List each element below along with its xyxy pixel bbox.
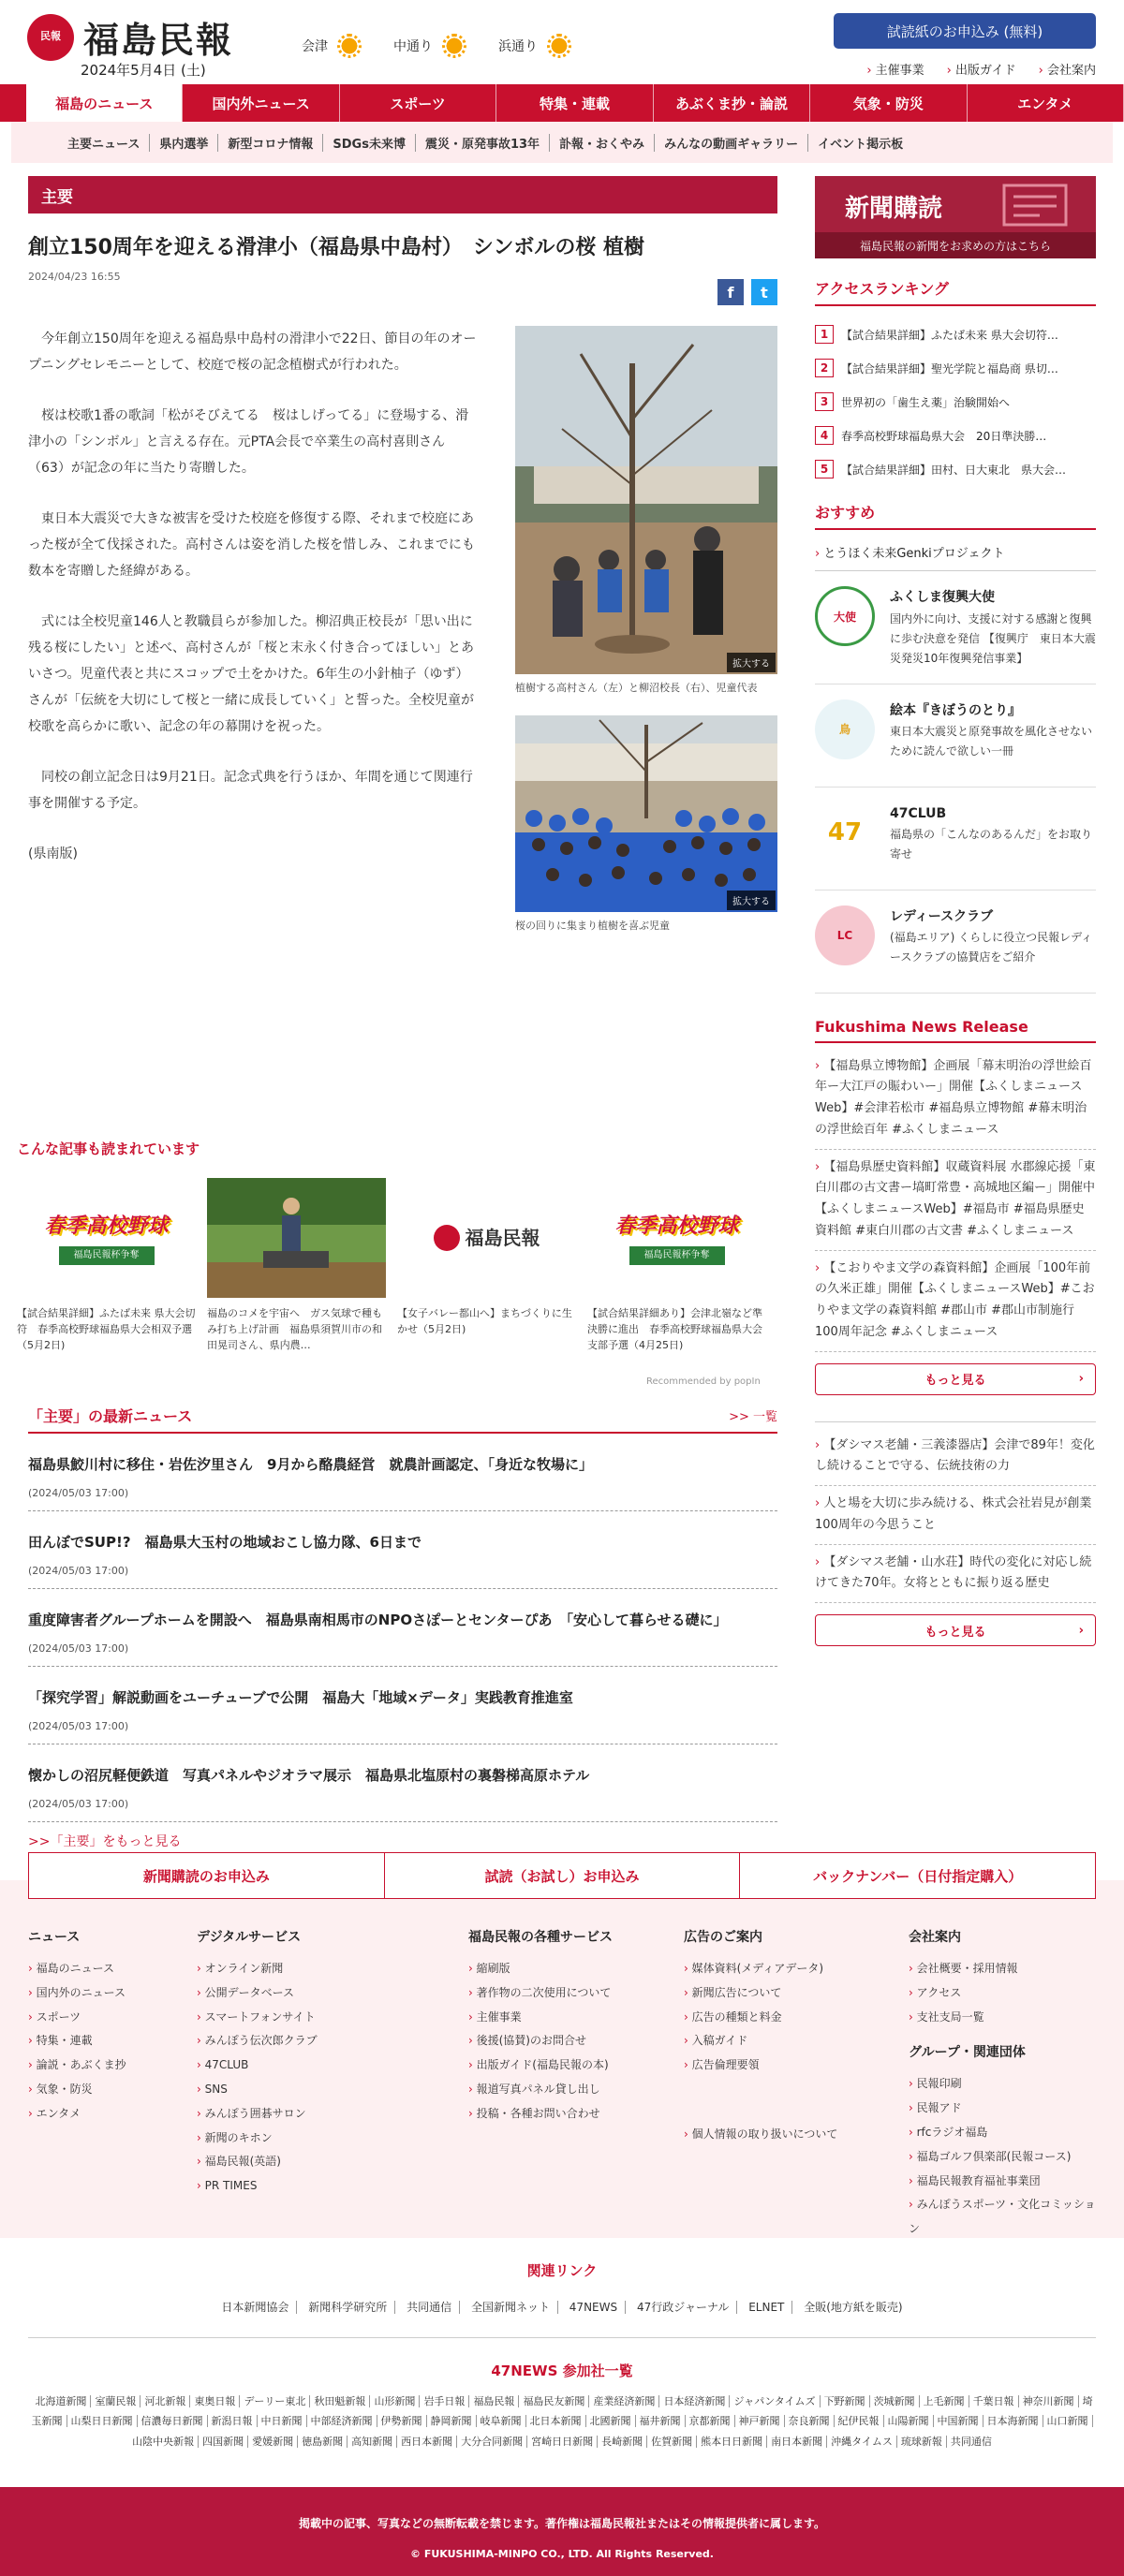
card-title: 47CLUB (890, 805, 947, 821)
logo-text: 福島民報 (83, 19, 234, 61)
footer-link[interactable]: › PR TIMES (197, 2174, 468, 2199)
backnumber-link[interactable]: バックナンバー（日付指定購入） (813, 1867, 1023, 1885)
footer-col-digital (197, 1927, 468, 2242)
card-desc: 東日本大震災と原発事故を風化させないために読んで欲しい一冊 (890, 725, 1093, 758)
footer-link[interactable]: › 国内外のニュース (28, 1981, 197, 2006)
fnr-list (815, 1049, 1096, 1352)
paper-list (28, 2392, 1096, 2451)
paper-link[interactable]: 千葉日報 (969, 2395, 1019, 2407)
news-title[interactable]: 懐かしの沼尻軽便鉄道 写真パネルやジオラマ展示 福島県北塩原村の裏磐梯高原ホテル (28, 1767, 590, 1784)
subnav-item[interactable]: 県内選挙 (150, 134, 218, 152)
recommend-text: 福島のコメを宇宙へ ガス気球で種もみ打ち上げ計画 福島県須賀川市の和田晃司さん、県内農… (207, 1307, 382, 1352)
nav-world-news[interactable]: 国内外ニュース (183, 84, 339, 122)
minpo-logo-icon (434, 1225, 460, 1251)
biz-item[interactable]: › 人と場を大切に歩み続ける、株式会社岩見が創業100周年の今思うこと (815, 1486, 1096, 1545)
ranking-item[interactable] (815, 419, 1096, 452)
footer-link[interactable]: › エンタメ (28, 2102, 197, 2127)
footer-link[interactable]: › みんぽう囲碁サロン (197, 2102, 468, 2127)
news47-title: 47NEWS 参加社一覧 (491, 2363, 633, 2379)
footer-link[interactable]: › 民報印刷 (909, 2072, 1096, 2097)
sun-icon (442, 34, 466, 58)
card-text (890, 699, 1096, 772)
share-buttons (717, 279, 777, 305)
footer-link[interactable]: › 福島ゴルフ倶楽部(民報コース) (909, 2145, 1096, 2170)
paper-link[interactable]: 下野新聞 (821, 2395, 870, 2407)
article-body (28, 326, 478, 891)
related-link[interactable]: 新聞科学研究所 (301, 2301, 395, 2314)
footer-col-title: 会社案内 (909, 1930, 961, 1945)
latest-more-link[interactable]: >>「主要」をもっと見る (28, 1834, 182, 1849)
news-row[interactable] (28, 1667, 777, 1744)
weather-hamadori[interactable] (498, 34, 571, 58)
copyright-notice: 掲載中の記事、写真などの無断転載を禁じます。著作権は福島民報社またはその情報提供者に属します。 (298, 2517, 826, 2530)
paper-link[interactable]: 岐阜新聞 (477, 2415, 526, 2427)
rank-text: 世界初の「歯生え薬」治験開始へ (841, 395, 1011, 409)
paper-link[interactable]: 山陽新聞 (884, 2415, 934, 2427)
latest-header (28, 1405, 777, 1434)
paper-link[interactable]: 秋田魁新報 (310, 2395, 370, 2407)
news-date: (2024/05/03 17:00) (28, 1487, 129, 1499)
article-paragraph: 桜は校歌1番の歌詞「松がそびえてる 桜はしげってる」に登場する、滑津小の「シンボル」と言える存在。元PTA会長で卒業生の高村喜則さん（63）が記念の年に当たり寄贈した。 (28, 408, 469, 476)
paper-link[interactable]: 中部経済新聞 (307, 2415, 377, 2427)
trial-link[interactable]: 試読（お試し）お申込み (385, 1853, 741, 1898)
recommend-thumb (397, 1178, 576, 1298)
footer-col-title: 福島民報の各種サービス (468, 1930, 613, 1945)
card-title: ふくしま復興大使 (890, 590, 995, 605)
biz-more-button[interactable]: もっと見る › (815, 1614, 1096, 1646)
paper-link[interactable]: 神戸新聞 (735, 2415, 785, 2427)
article-main (28, 176, 777, 932)
news-title[interactable]: 福島県鮫川村に移住・岩佐汐里さん 9月から酪農経営 就農計画認定、「身近な牧場に」 (28, 1456, 593, 1473)
footer-link[interactable]: › スポーツ (28, 2006, 197, 2030)
paper-link[interactable]: 岩手日報 (420, 2395, 469, 2407)
thumb-title: 春季高校野球 (44, 1214, 169, 1239)
paper-link[interactable]: 日本経済新聞 (659, 2395, 730, 2407)
osusume-card[interactable] (815, 891, 1096, 994)
paper-link[interactable]: 山梨日日新聞 (67, 2415, 138, 2427)
bird-icon: 鳥 (815, 699, 875, 759)
related-link[interactable]: 47行政ジャーナル (629, 2301, 737, 2314)
news-row[interactable] (28, 1744, 777, 1822)
weather-bar (302, 34, 571, 58)
footer-link[interactable]: › 縮刷版 (468, 1957, 684, 1981)
recommend-item[interactable] (397, 1178, 576, 1353)
photo-planting[interactable] (515, 326, 777, 674)
footer-link[interactable]: › アクセス (909, 1981, 1096, 2006)
footer-link[interactable]: › 投稿・各種お問い合わせ (468, 2102, 684, 2127)
nav-fukushima-news[interactable]: 福島のニュース (26, 84, 183, 122)
paper-link[interactable]: 熊本日日新聞 (697, 2436, 767, 2448)
paper-link[interactable]: デーリー東北 (240, 2395, 310, 2407)
paper-link[interactable]: 新潟日報 (208, 2415, 258, 2427)
paper-link[interactable]: 長崎新聞 (598, 2436, 647, 2448)
rank-number: 5 (815, 460, 834, 478)
biz-list (815, 1421, 1096, 1604)
footer-col-ads (684, 1927, 909, 2242)
rank-text: 【試合結果詳細】聖光学院と福島商 県切… (841, 361, 1058, 375)
paper-link[interactable]: 北海道新聞 (31, 2395, 91, 2407)
header-link-company[interactable]: › 会社案内 (1039, 60, 1096, 78)
fnr-item[interactable]: › 【福島県立博物館】企画展「幕末明治の浮世絵百年ー大江戸の賑わいー」開催【ふくしまニュースWeb】#会津若松市 #福島県立博物館 #幕末明治の浮世絵百年 #ふくしまニュース (815, 1049, 1096, 1150)
trial-subscription-button[interactable]: 試読紙のお申込み (無料) (834, 13, 1096, 49)
paper-link[interactable]: 静岡新聞 (427, 2415, 477, 2427)
latest-news (28, 1405, 777, 1850)
sub-nav (11, 122, 1113, 163)
paper-link[interactable]: ジャパンタイムズ (730, 2395, 820, 2407)
paper-link[interactable]: 室蘭民報 (91, 2395, 140, 2407)
footer-link[interactable]: › 主催事業 (468, 2006, 684, 2030)
copyright-text: © FUKUSHIMA-MINPO CO., LTD. All Rights Reserved. (410, 2548, 714, 2560)
rank-number: 4 (815, 426, 834, 445)
footer-link[interactable]: › 47CLUB (197, 2053, 468, 2078)
sun-icon (337, 34, 362, 58)
newspaper-icon (1002, 184, 1068, 227)
weather-region: 中通り (393, 39, 433, 54)
news-title[interactable]: 田んぼでSUP!? 福島県大玉村の地域おこし協力隊、6日まで (28, 1534, 422, 1551)
paper-link[interactable]: 茨城新聞 (870, 2395, 920, 2407)
footer-col-title: ニュース (28, 1930, 81, 1945)
footer-link[interactable]: › 会社概要・採用情報 (909, 1957, 1096, 1981)
paper-link[interactable]: 大分合同新聞 (457, 2436, 527, 2448)
article-photo-1[interactable] (515, 326, 777, 695)
footer-link[interactable]: › 支社支局一覧 (909, 2006, 1096, 2030)
fnr-item[interactable]: › 【こおりやま文学の森資料館】企画展「100年前の久米正雄」開催【ふくしまニュースWeb】#こおりやま文学の森資料館 #郡山市 #郡山市制施行100周年記念 #ふくしまニュース (815, 1251, 1096, 1352)
article-date: 2024/04/23 16:55 (28, 270, 121, 283)
footer-col-company (909, 1927, 1096, 2242)
subnav-item[interactable]: イベント掲示板 (818, 137, 904, 152)
related-link[interactable]: 共同通信 (399, 2301, 460, 2314)
photo-caption: 植樹する高村さん（左）と柳沼校長（右）、児童代表 (515, 682, 758, 694)
nav-editorial[interactable]: あぶくま抄・論説 (654, 84, 810, 122)
children-group-image (515, 715, 777, 912)
footer-link[interactable]: › 気象・防災 (28, 2078, 197, 2102)
osusume-card[interactable] (815, 788, 1096, 891)
osusume-list (815, 543, 1096, 994)
paper-link[interactable]: 山形新聞 (370, 2395, 420, 2407)
rank-number: 3 (815, 392, 834, 411)
recommend-title: こんな記事も読まれています (17, 1141, 200, 1157)
subnav-item[interactable]: みんなの動画ギャラリー (655, 134, 808, 152)
recommend-item[interactable] (587, 1178, 766, 1353)
subscribe-title: 新聞購読 (845, 195, 943, 223)
subscribe-subtitle: 福島民報の新聞をお求めの方はこちら (815, 232, 1096, 258)
paper-link[interactable]: 徳島新聞 (298, 2436, 348, 2448)
ranking-item[interactable] (815, 385, 1096, 419)
tree-planting-image (515, 326, 777, 674)
header-links (866, 60, 1096, 78)
footer-link[interactable]: › 広告倫理要領 (684, 2053, 909, 2078)
paper-link[interactable]: 信濃毎日新聞 (138, 2415, 208, 2427)
biz-item[interactable]: › 【ダシマス老舗・三義漆器店】会津で89年！変化し続けることで守る、伝統技術の力 (815, 1428, 1096, 1487)
news-row[interactable] (28, 1511, 777, 1589)
site-header (0, 0, 1124, 84)
thumb-title: 春季高校野球 (614, 1214, 739, 1239)
article-paragraph: 同校の創立記念日は9月21日。記念式典を行うほか、年間を通じて関連行事を開催する予定。 (28, 770, 473, 811)
news-date: (2024/05/03 17:00) (28, 1798, 129, 1810)
recommend-text: 【女子バレー都山へ】まちづくりに生かせ（5月2日) (397, 1307, 572, 1336)
footer-link-privacy[interactable]: › 個人情報の取り扱いについて (684, 2123, 909, 2147)
rank-number: 1 (815, 325, 834, 344)
related-link[interactable]: 全販(地方紙を販売) (804, 2301, 903, 2314)
footer-link[interactable]: › 報道写真パネル貸し出し (468, 2078, 684, 2102)
footer-link[interactable]: › 出版ガイド(福島民報の本) (468, 2053, 684, 2078)
logo-mark-icon: 民報 (27, 14, 74, 61)
paper-link[interactable]: 沖縄タイムス (827, 2436, 897, 2448)
paper-link[interactable]: 北日本新聞 (526, 2415, 586, 2427)
related-link[interactable]: 47NEWS (562, 2301, 626, 2314)
card-desc: 国内外に向け、支援に対する感謝と復興に歩む決意を発信 【復興庁 東日本大震災発災10年復興発信事業】 (890, 611, 1096, 665)
card-desc: 福島県の「こんなのあるんだ」をお取り寄せ (890, 828, 1093, 861)
sun-icon (547, 34, 571, 58)
card-title: レディースクラブ (890, 908, 994, 924)
footer-col-title: グループ・関連団体 (909, 2045, 1026, 2061)
photo-children[interactable] (515, 715, 777, 912)
article-title: 創立150周年を迎える滑津小（福島県中島村） シンボルの桜 植樹 (28, 236, 645, 259)
nav-weather[interactable]: 気象・防災 (810, 84, 967, 122)
paper-link[interactable]: 西日本新聞 (397, 2436, 457, 2448)
fnr-item[interactable]: › 【福島県歴史資料館】収蔵資料展 水郡線応援「東白川郡の古文書ー塙町常豊・高城地区編ー」開催中【ふくしまニュースWeb】#福島市 #福島県歴史資料館 #東白川郡の古文書 #ふくしまニュース (815, 1150, 1096, 1251)
footer-link[interactable]: › 民報アド (909, 2097, 1096, 2121)
paper-link[interactable]: 北國新聞 (586, 2415, 636, 2427)
footer-columns (28, 1927, 1096, 2242)
paper-link[interactable]: 宮崎日日新聞 (527, 2436, 598, 2448)
zoom-button[interactable]: 拡大する (727, 653, 776, 672)
osusume-title: おすすめ (815, 501, 1096, 530)
paper-link[interactable]: 琉球新報 (897, 2436, 947, 2448)
ladies-club-icon: LC (815, 905, 875, 965)
footer-link[interactable]: › 新聞のキホン (197, 2127, 468, 2151)
paper-link[interactable]: 福島民報 (469, 2395, 519, 2407)
paper-link[interactable]: 産業経済新聞 (589, 2395, 659, 2407)
osusume-card[interactable] (815, 571, 1096, 684)
related-link[interactable]: ELNET (741, 2301, 792, 2314)
recommend-text: 【試合結果詳細あり】会津北嶺など準決勝に進出 春季高校野球福島県大会支部予選（4月25日) (587, 1307, 762, 1352)
recommend-item[interactable] (17, 1178, 196, 1353)
card-text (890, 802, 1096, 875)
news-row[interactable] (28, 1434, 777, 1511)
divider (28, 2337, 1096, 2338)
article-paragraph: 式には全校児童146人と教職員らが参加した。柳沼典正校長が「思い出に残る桜にしたい」と述べ、高村さんが「桜と末永く付き合ってほしい」とあいさつ。児童代表と共にスコップで土をかけた。6年生の小針柚子（ゆず）さんが「伝統を大切にして桜と一緒に成長していく」と誓った。全校児童が校歌を高らかに歌い、記念の年の幕開けを祝った。 (28, 614, 474, 734)
news-date: (2024/05/03 17:00) (28, 1565, 129, 1577)
paper-link[interactable]: 山陰中央新報 (128, 2436, 199, 2448)
paper-link[interactable]: 上毛新聞 (920, 2395, 969, 2407)
footer-link[interactable]: › 後援(協賛)のお問合せ (468, 2029, 684, 2053)
recommend-thumb (587, 1178, 766, 1298)
footer-col-news (28, 1927, 197, 2242)
footer-link[interactable]: › 広告の種類と料金 (684, 2006, 909, 2030)
subnav-item[interactable]: 主要ニュース (58, 134, 150, 152)
osusume-card[interactable] (815, 684, 1096, 788)
rank-text: 【試合結果詳細】ふたば未来 県大会切符… (841, 328, 1058, 342)
copyright-bar (0, 2487, 1124, 2576)
news-title[interactable]: 「探究学習」解説動画をユーチューブで公開 福島大「地域×データ」実践教育推進室 (28, 1689, 573, 1706)
card-title: 絵本『きぼうのとり』 (890, 702, 1021, 718)
paper-link[interactable]: 山口新聞 (1043, 2415, 1093, 2427)
paper-link[interactable]: 中日新聞 (258, 2415, 307, 2427)
ranking-item[interactable] (815, 351, 1096, 385)
footer-link[interactable]: › 著作物の二次使用について (468, 1981, 684, 2006)
subnav-item[interactable]: 新型コロナ情報 (218, 134, 323, 152)
ranking-list (815, 317, 1096, 486)
subscribe-link[interactable]: 新聞購読のお申込み (29, 1853, 385, 1898)
ranking-title: アクセスランキング (815, 277, 1096, 306)
subnav-item[interactable]: 震災・原発事故13年 (416, 134, 550, 152)
rank-text: 春季高校野球福島県大会 20日準決勝… (841, 429, 1047, 443)
paper-link[interactable]: 高知新聞 (348, 2436, 397, 2448)
category-bar: 主要 (28, 176, 777, 213)
card-text (890, 586, 1096, 669)
weather-region: 会津 (302, 39, 328, 54)
ranking-item[interactable] (815, 452, 1096, 486)
facebook-share-icon[interactable]: f (717, 279, 744, 305)
paper-link[interactable]: 共同通信 (950, 2435, 992, 2448)
paper-link[interactable]: 佐賀新聞 (647, 2436, 697, 2448)
fnr-more-button[interactable]: もっと見る › (815, 1363, 1096, 1395)
footer-link[interactable]: › 福島民報教育福祉事業団 (909, 2170, 1096, 2194)
article-source: (県南版) (28, 846, 78, 861)
related-links (0, 2238, 1124, 2486)
header-link-events[interactable]: › 主催事業 (866, 60, 924, 78)
paper-link[interactable]: 南日本新聞 (767, 2436, 827, 2448)
footer-link[interactable]: › 公開データベース (197, 1981, 468, 2006)
latest-title: 「主要」の最新ニュース (28, 1407, 193, 1425)
paper-link[interactable]: 京都新聞 (686, 2415, 735, 2427)
news-date: (2024/05/03 17:00) (28, 1642, 129, 1655)
paper-link[interactable]: 奈良新聞 (785, 2415, 835, 2427)
paper-link[interactable]: 中国新聞 (934, 2415, 984, 2427)
article-paragraph: 今年創立150周年を迎える福島県中島村の滑津小で22日、節目の年のオープニングセレモニーとして、校庭で桜の記念植樹式が行われた。 (28, 331, 477, 373)
paper-link[interactable]: 河北新報 (140, 2395, 190, 2407)
footer-link[interactable]: › みんぽうスポーツ・文化コミッション (909, 2193, 1096, 2242)
photo-caption: 桜の回りに集まり植樹を喜ぶ児童 (515, 920, 670, 932)
thumb-sub: 福島民報杯争奪 (629, 1246, 725, 1265)
subnav-item[interactable]: 訃報・おくやみ (550, 134, 655, 152)
footer-link[interactable]: › みんぽう伝次郎クラブ (197, 2029, 468, 2053)
sidebar (815, 176, 1096, 1646)
footer-link[interactable]: › 新聞広告について (684, 1981, 909, 2006)
osusume-first-link[interactable]: › とうほく未来Genkiプロジェクト (815, 543, 1096, 571)
popin-credit[interactable]: Recommended by popIn (646, 1376, 761, 1387)
paper-link[interactable]: 東奥日報 (190, 2395, 240, 2407)
related-list (0, 2299, 1124, 2315)
paper-link[interactable]: 四国新聞 (199, 2436, 248, 2448)
related-title: 関連リンク (526, 2262, 598, 2279)
paper-link[interactable]: 日本海新聞 (984, 2415, 1043, 2427)
global-nav (0, 84, 1124, 122)
footer-link[interactable]: › 入稿ガイド (684, 2029, 909, 2053)
nav-spacer (0, 84, 26, 122)
card-desc: (福島エリア) くらしに役立つ民報レディースクラブの協賛店をご紹介 (890, 931, 1093, 964)
thumb-sub: 福島民報杯争奪 (59, 1246, 155, 1265)
fnr-title: Fukushima News Release (815, 1018, 1096, 1043)
recommend-thumb (17, 1178, 196, 1298)
news-date: (2024/05/03 17:00) (28, 1720, 129, 1732)
footer-cta-bar (28, 1852, 1096, 1899)
paper-link[interactable]: 福島民友新聞 (519, 2395, 589, 2407)
rank-text: 【試合結果詳細】田村、日大東北 県大会… (841, 463, 1067, 477)
recommend-list (17, 1178, 766, 1353)
paper-link[interactable]: 福井新聞 (636, 2415, 686, 2427)
site-logo[interactable] (27, 11, 233, 63)
recommend-text: 【試合結果詳細】ふたば未来 県大会切符 春季高校野球福島県大会相双予選（5月2日) (17, 1307, 196, 1352)
header-date: 2024年5月4日 (土) (81, 62, 206, 79)
nav-entertainment[interactable]: エンタメ (968, 84, 1124, 122)
footer-menu (0, 1880, 1124, 2238)
zoom-button[interactable]: 拡大する (727, 891, 776, 910)
footer-link[interactable]: › 媒体資料(メディアデータ) (684, 1957, 909, 1981)
footer-link[interactable]: › rfcラジオ福島 (909, 2121, 1096, 2145)
footer-col-title: デジタルサービス (197, 1930, 302, 1945)
subscribe-banner[interactable] (815, 176, 1096, 258)
recommend-thumb (207, 1178, 386, 1298)
paper-link[interactable]: 伊勢新聞 (377, 2415, 427, 2427)
rank-number: 2 (815, 359, 834, 377)
paper-link[interactable]: 愛媛新聞 (248, 2436, 298, 2448)
farmer-image (207, 1178, 386, 1298)
weather-nakadori[interactable] (393, 34, 466, 58)
nav-sports[interactable]: スポーツ (340, 84, 496, 122)
footer-link[interactable]: › SNS (197, 2078, 468, 2102)
article-photo-2[interactable] (515, 715, 777, 933)
47club-logo-icon: 47 (815, 802, 875, 862)
footer-col-services (468, 1927, 684, 2242)
footer-link[interactable]: › 論説・あぶくま抄 (28, 2053, 197, 2078)
news-title[interactable]: 重度障害者グループホームを開設へ 福島県南相馬市のNPOさぽーとセンターぴあ 「安心して暮らせる礎に」 (28, 1612, 728, 1628)
subnav-item[interactable]: SDGs未来博 (323, 134, 416, 152)
recommend-item[interactable] (207, 1178, 386, 1353)
footer-col-title: 広告のご案内 (684, 1930, 762, 1945)
footer-link[interactable]: › スマートフォンサイト (197, 2006, 468, 2030)
ranking-item[interactable] (815, 317, 1096, 351)
paper-link[interactable]: 埼玉新聞 (31, 2395, 1093, 2428)
footer-link[interactable]: › オンライン新聞 (197, 1957, 468, 1981)
latest-list-link[interactable]: >> 一覧 (729, 1410, 777, 1424)
footer-link[interactable]: › 福島のニュース (28, 1957, 197, 1981)
weather-region: 浜通り (498, 39, 538, 54)
card-text (890, 905, 1096, 978)
related-link[interactable]: 日本新聞協会 (214, 2301, 297, 2314)
biz-item[interactable]: › 【ダシマス老舗・山水荘】時代の変化に対応し続けてきた70年。女将とともに振り返る歴史 (815, 1545, 1096, 1604)
footer-link[interactable]: › 福島民報(英語) (197, 2150, 468, 2174)
related-link[interactable]: 全国新聞ネット (464, 2301, 558, 2314)
fukko-logo-icon: 大使 (815, 586, 875, 646)
news-row[interactable] (28, 1589, 777, 1667)
nav-features[interactable]: 特集・連載 (496, 84, 653, 122)
article-paragraph: 東日本大震災で大きな被害を受けた校庭を修復する際、それまで校庭にあった桜が全て伐採された。高村さんは姿を消した桜を惜しみ、これまでにも数本を寄贈した経緯がある。 (28, 511, 475, 579)
paper-link[interactable]: 神奈川新聞 (1019, 2395, 1079, 2407)
thumb-logo-text: 福島民報 (465, 1226, 540, 1249)
weather-aizu[interactable] (302, 34, 362, 58)
header-link-publishing[interactable]: › 出版ガイド (947, 60, 1016, 78)
twitter-share-icon[interactable]: t (751, 279, 777, 305)
footer-link[interactable]: › 特集・連載 (28, 2029, 197, 2053)
paper-link[interactable]: 紀伊民報 (835, 2415, 884, 2427)
